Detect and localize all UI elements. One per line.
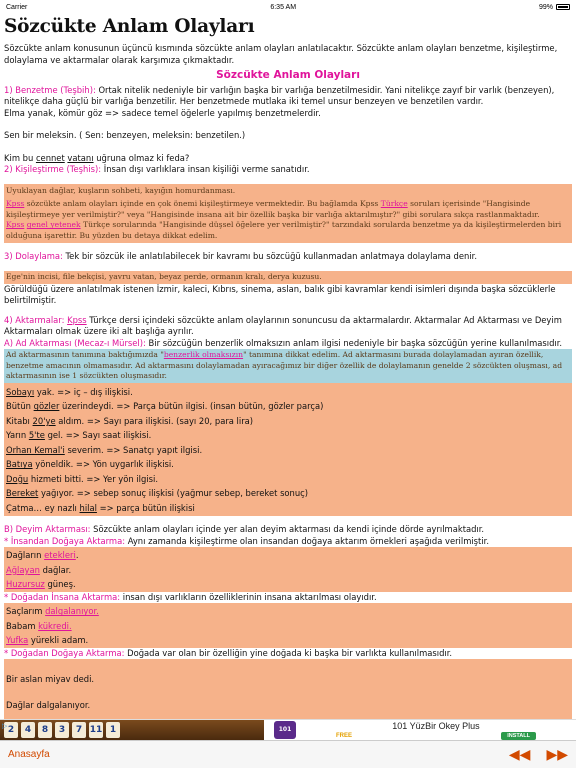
dogadan-dogaya-examples [4, 659, 572, 720]
ad-tile: 3 [55, 722, 69, 738]
list-item: Saçlarım dalgalanıyor. [6, 606, 99, 617]
ad-title: 101 YüzBir Okey Plus [392, 720, 480, 731]
kisilestirme-note-box [4, 184, 572, 244]
deyim-aktarmasi-definition: B) Deyim Aktarması: Sözcükte anlam olayları içinde yer alan deyim aktarması da kendi içinde dörde ayrılmaktadır. [4, 524, 485, 535]
battery-percent: 99% [538, 3, 553, 11]
ad-tile: 7 [72, 722, 86, 738]
battery-indicator [539, 4, 570, 11]
ad-aktarmasi-definition: A) Ad Aktarması (Mecaz-ı Mürsel): Bir sözcüğün benzerlik olmaksızın anlam ilgisi nedeniyle bir başka sözcüğün yerine kullanılmasıdır. [4, 337, 563, 348]
link-turkce[interactable]: Türkçe [380, 199, 408, 209]
list-item: Orhan Kemal'i severim. => Sanatçı yapıt ilgisi. [6, 444, 203, 455]
status-bar [0, 0, 576, 14]
link-kpss-3[interactable]: Kpss [67, 314, 87, 325]
link-vatani[interactable]: vatanı [67, 152, 94, 163]
dolaylama-example: Ege'nin incisi, file bekçisi, yavru vatan, beyaz perde, ormanın kralı, derya kuzusu. [4, 271, 572, 284]
ad-aktarmasi-note: Ad aktarmasının tanımına baktığımızda "benzerlik olmaksızın" tanımına dikkat edelim. Ad aktarmasını burada dolaylamadan ayıran özellik, benzetme amacının olmamasıdır. Ad aktarmasını dolaylamadan ayıracağımız bir diğer özellik de dolaylamanın genelde 2 sözcükten oluşması, ad aktarmasının ise 1 sözcükten oluşmasıdır. [4, 349, 572, 383]
dolaylama-definition: 3) Dolaylama: Tek bir sözcük ile anlatılabilecek bir kavramı bu sözcüğü kullanmadan anlatmaya dolaylama denir. [4, 251, 477, 262]
list-item: Dağlar dalgalanıyor. [6, 699, 91, 710]
list-item: Dağların etekleri. [6, 550, 79, 561]
list-item: Yarın 5'te gel. => Sayı saat ilişkisi. [6, 430, 152, 441]
ad-tile: 1 [106, 722, 120, 738]
list-item: Doğu hizmeti bitti. => Yer yön ilgisi. [6, 473, 158, 484]
link-cennet[interactable]: cennet [35, 152, 65, 163]
list-item: Çatma… ey nazlı hilal => parça bütün ilişkisi [6, 502, 195, 513]
battery-icon [556, 4, 570, 10]
dogadan-insana-definition: * Doğadan İnsana Aktarma: insan dışı varlıkların özelliklerinin insana aktarılması olayıdır. [4, 591, 377, 602]
clock: 6:35 AM [270, 3, 297, 11]
list-item: Yufka yürekli adam. [6, 635, 89, 646]
ad-tile: 4 [21, 722, 35, 738]
article-scroll[interactable] [0, 14, 576, 720]
link-benzerlik[interactable]: benzerlik olmaksızın [163, 350, 244, 360]
dogadan-dogaya-definition: * Doğadan Doğaya Aktarma: Doğada var olan bir özelliğin yine doğada ki başka bir varlıkta kullanılmasıdır. [4, 647, 453, 658]
home-button[interactable]: Anasayfa [8, 749, 50, 760]
benzetme-definition: 1) Benzetme (Teşbih): Ortak nitelik nedeniyle bir varlığın başka bir varlığa benzetilmesidir. Yani nitelikçe zayıf bir varlık (benzeyen), nitelikçe daha güçlü bir varlığa benzetilir. Her benzetmede mutlaka iki temel unsur benzeyen ve benzetilen vardır. [4, 84, 555, 106]
link-kpss-2[interactable]: Kpss [6, 220, 25, 230]
next-page-icon[interactable]: ▶▶ [546, 746, 568, 763]
ad-aktarmasi-examples [4, 383, 572, 517]
insandan-dogaya-examples [4, 547, 572, 592]
ad-close-icon[interactable]: ▷ [2, 722, 8, 730]
nav-buttons [509, 747, 568, 763]
benzetme-example-2: Sen bir meleksin. ( Sen: benzeyen, meleksin: benzetilen.) [4, 130, 246, 140]
ad-tile: 8 [38, 722, 52, 738]
ad-app-icon: 101 [274, 721, 296, 739]
list-item: Ağlayan dağlar. [6, 564, 72, 575]
benzetme-example-3: Kim bu cennet vatanı uğruna olmaz ki feda? [4, 152, 190, 163]
list-item: Bütün gözler üzerindeydi. => Parça bütün ilgisi. (insan bütün, gözler parça) [6, 401, 324, 412]
link-genel-yetenek[interactable]: genel yetenek [26, 220, 81, 230]
kisilestirme-definition: 2) Kişileştirme (Teşhis): İnsan dışı varlıklara insan kişiliği verme sanatıdır. [4, 164, 310, 174]
intro-paragraph: Sözcükte anlam konusunun üçüncü kısmında sözcükte anlam olayları anlatılacaktır. Sözcükte anlam olayları benzetme, kişileştirme, dolaylama ve aktarmalar olarak karşımıza çıkmaktadır. [4, 43, 558, 65]
previous-page-icon[interactable]: ◀◀ [508, 746, 531, 763]
list-item: Bir aslan miyav dedi. [6, 674, 95, 685]
ad-install-button[interactable]: INSTALL [501, 732, 536, 740]
ad-tile: 11 [89, 722, 103, 738]
kisilestirme-note: Kpss sözcükte anlam olayları içinde en çok önemi kişileştirmeye vermektedir. Bu bağlamda Kpss Türkçe soruları içerisinde "Hangisinde kişileştirmeye yer verilmiştir?" veya "Hangisinde insana ait bir özellik başka bir varlığa aktarılmıştır?" gibi sorulara sıkça rastlanmaktadır. Kpss genel yetenek Türkçe sorularında "Hangisinde düşsel öğelere yer verilmiştir?" tarzındaki sorularda benzetme ya da kişileştirmelerden biri olduğuna işarettir. Bu yüzden bu detaya dikkat edelim. [6, 199, 562, 240]
list-item: Sobayı yak. => iç – dış ilişkisi. [6, 386, 133, 397]
aktarmalar-definition: 4) Aktarmalar: Kpss Türkçe dersi içindeki sözcükte anlam olaylarının sonuncusu da aktarmalardır. Aktarmalar Ad Aktarması ve Deyim Aktarmaları olmak üzere iki alt başlığa ayrılır. [4, 314, 562, 337]
ad-text [296, 721, 576, 740]
ad-banner[interactable] [0, 719, 576, 740]
list-item: Huzursuz güneş. [6, 579, 76, 590]
list-item: Bereket yağıyor. => sebep sonuç ilişkisi (yağmur sebep, bereket sonuç) [6, 488, 309, 499]
dolaylama-explanation: Görüldüğü üzere anlatılmak istenen İzmir, kaleci, Kıbrıs, sinema, aslan, balık gibi kavramlar kendi isimleri dışında başka sözcüklerle belirtilmiştir. [4, 283, 556, 306]
carrier-label: Carrier [6, 3, 28, 11]
ad-tiles-image [0, 720, 264, 740]
list-item: Babam kükredi. [6, 620, 72, 631]
bottom-toolbar [0, 740, 576, 768]
page-title: Sözcükte Anlam Olayları [4, 16, 255, 37]
insandan-dogaya-definition: * İnsandan Doğaya Aktarma: Aynı zamanda kişileştirme olan insandan doğaya aktarım örnekleri aşağıda verilmiştir. [4, 535, 489, 546]
list-item: Kitabı 20'ye aldım. => Sayı para ilişkisi. (sayı 20, para lira) [6, 415, 254, 426]
benzetme-example-1: Elma yanak, kömür göz => sadece temel öğelerle yapılmış benzetmelerdir. [4, 107, 321, 118]
link-kpss[interactable]: Kpss [6, 199, 25, 209]
list-item: Batıya yöneldik. => Yön uygarlık ilişkisi. [6, 459, 174, 470]
kisilestirme-example: Uyuklayan dağlar, kuşların sohbeti, kayığın homurdanması. [6, 185, 236, 195]
ad-price: FREE [336, 732, 353, 739]
ad-tile: 2 [4, 722, 18, 738]
section-subtitle: Sözcükte Anlam Olayları [216, 69, 360, 81]
dogadan-insana-examples [4, 603, 572, 648]
